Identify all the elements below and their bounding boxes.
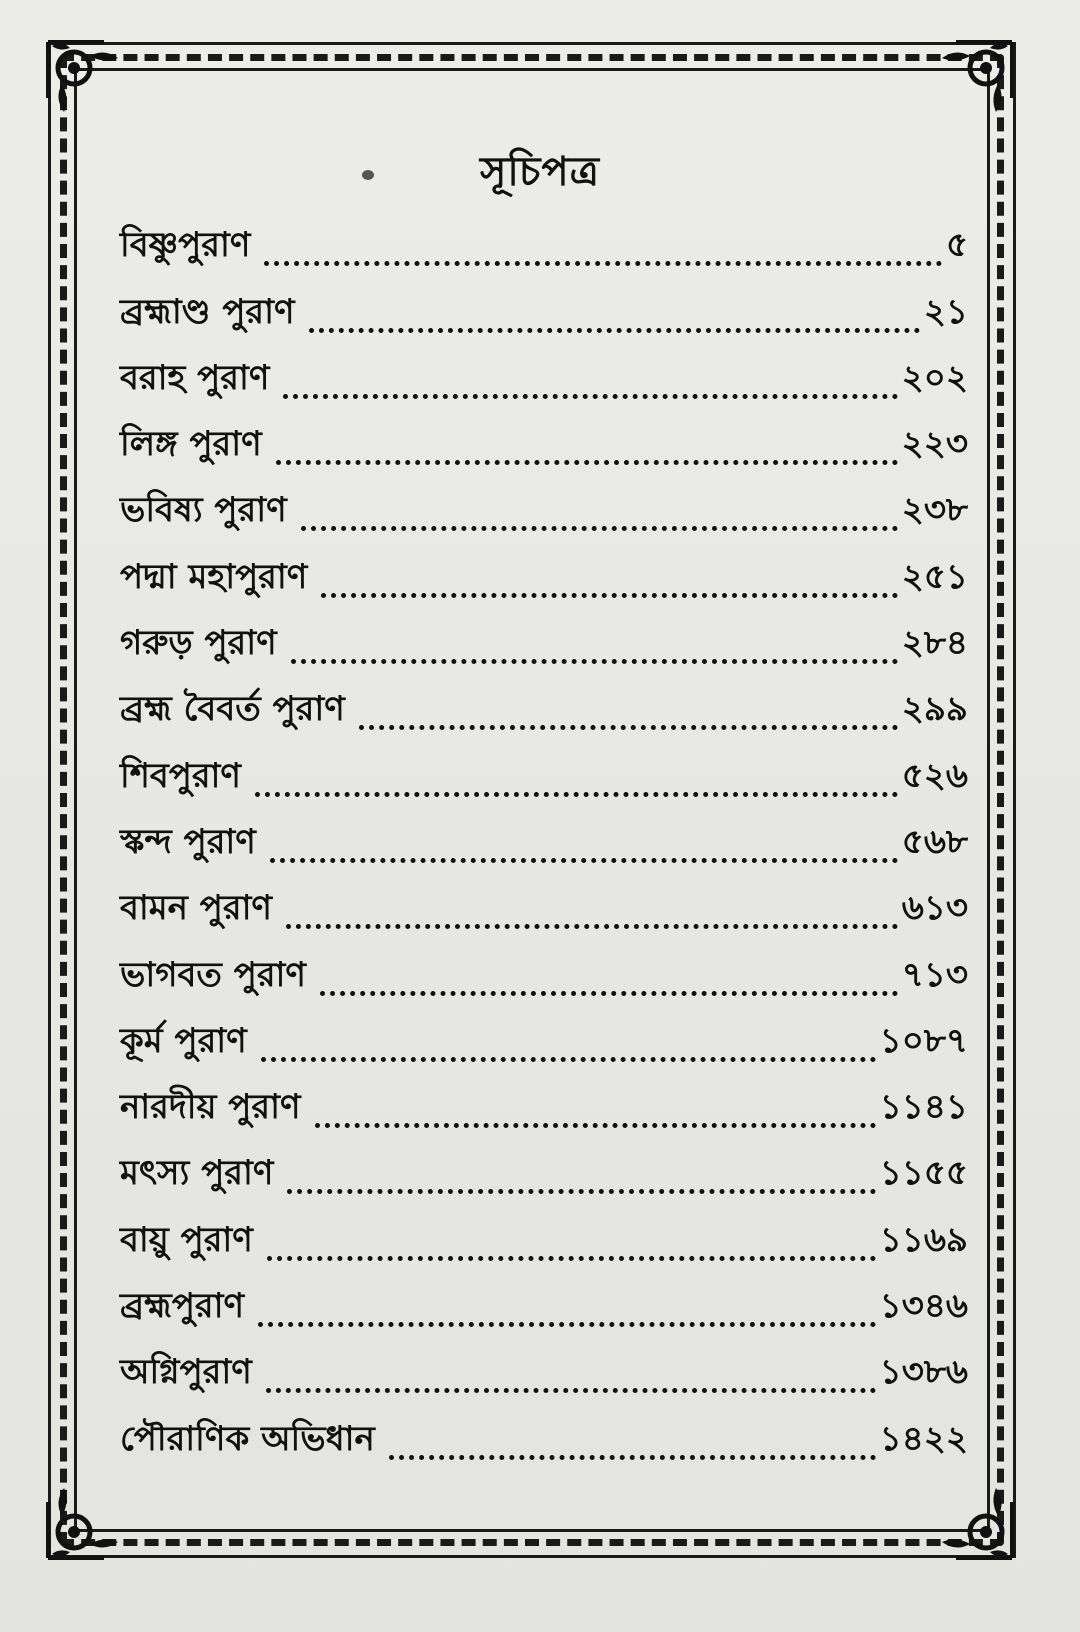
toc-entry <box>120 343 968 409</box>
corner-ornament-icon <box>44 38 140 134</box>
toc-entry <box>120 873 968 939</box>
toc-entry-page-number: ২৫১ <box>901 556 968 597</box>
dot-leader <box>270 858 898 863</box>
toc-entry-page-number: ২০২ <box>901 357 968 398</box>
toc-entry <box>120 475 968 541</box>
toc-entry <box>120 1337 968 1403</box>
toc-entry-page-number: ২৩৮ <box>901 490 968 531</box>
toc-entry-title: শিবপুরাণ <box>120 755 241 796</box>
toc-entry-page-number: ১০৮৭ <box>879 1020 968 1061</box>
dot-leader <box>261 1057 876 1062</box>
dot-leader <box>389 1455 876 1460</box>
dot-leader <box>287 1189 875 1194</box>
dot-leader <box>320 991 898 996</box>
dot-leader <box>286 924 898 929</box>
toc-entry-title: লিঙ্গ পুরাণ <box>120 424 262 465</box>
table-of-contents <box>120 210 968 1470</box>
toc-entry-page-number: ১১৫৫ <box>879 1153 968 1194</box>
toc-entry-title: ভবিষ্য পুরাণ <box>120 490 287 531</box>
toc-entry-title: কূর্ম পুরাণ <box>120 1020 247 1061</box>
toc-entry-title: গরুড় পুরাণ <box>120 623 277 664</box>
toc-entry <box>120 409 968 475</box>
dot-leader <box>359 725 898 730</box>
dot-leader <box>267 1256 876 1261</box>
toc-entry <box>120 1403 968 1469</box>
dot-leader <box>309 328 920 333</box>
toc-entry-title: বামন পুরাণ <box>120 888 272 929</box>
toc-entry <box>120 1006 968 1072</box>
toc-entry-page-number: ১৩৮৬ <box>879 1352 968 1393</box>
toc-entry <box>120 1138 968 1204</box>
dot-leader <box>266 1388 876 1393</box>
toc-entry <box>120 740 968 806</box>
toc-entry <box>120 1204 968 1270</box>
dot-leader <box>255 792 898 797</box>
toc-entry-page-number: ২১ <box>923 291 968 332</box>
dot-leader <box>276 460 898 465</box>
dot-leader <box>291 659 898 664</box>
dot-leader <box>315 1123 876 1128</box>
toc-entry <box>120 1072 968 1138</box>
toc-entry-page-number: ১১৪১ <box>879 1087 968 1128</box>
toc-entry-page-number: ৭১৩ <box>901 954 968 995</box>
toc-entry-page-number: ৫২৬ <box>901 755 968 796</box>
toc-entry-title: পৌরাণিক অভিধান <box>120 1418 375 1459</box>
toc-entry-page-number: ২৮৪ <box>901 623 968 664</box>
toc-entry <box>120 210 968 276</box>
toc-entry-title: নারদীয় পুরাণ <box>120 1087 301 1128</box>
toc-entry <box>120 807 968 873</box>
page-title: সূচিপত্র <box>480 149 600 195</box>
toc-entry-title: ব্রহ্মাণ্ড পুরাণ <box>120 291 295 332</box>
toc-entry-page-number: ১৩৪৬ <box>879 1286 968 1327</box>
toc-entry-title: অগ্নিপুরাণ <box>120 1352 252 1393</box>
toc-entry <box>120 276 968 342</box>
corner-ornament-icon <box>44 1466 140 1562</box>
toc-entry-page-number: ২২৩ <box>901 424 968 465</box>
toc-entry-title: ভাগবত পুরাণ <box>120 954 306 995</box>
toc-entry-page-number: ২৯৯ <box>901 689 968 730</box>
dot-leader <box>258 1322 876 1327</box>
dot-leader <box>264 261 942 266</box>
dot-leader <box>283 394 897 399</box>
toc-entry-title: বায়ু পুরাণ <box>120 1219 253 1260</box>
dot-leader <box>301 526 898 531</box>
dot-leader <box>321 593 897 598</box>
corner-ornament-icon <box>920 1466 1016 1562</box>
corner-ornament-icon <box>920 38 1016 134</box>
toc-entry-title: ব্রহ্মপুরাণ <box>120 1286 245 1327</box>
toc-entry <box>120 608 968 674</box>
toc-entry <box>120 674 968 740</box>
toc-entry-page-number: ১১৬৯ <box>879 1219 968 1260</box>
toc-entry <box>120 541 968 607</box>
toc-entry <box>120 939 968 1005</box>
toc-entry-page-number: ৫৬৮ <box>901 821 968 862</box>
toc-entry-page-number: ৫ <box>945 225 968 266</box>
toc-entry-title: স্কন্দ পুরাণ <box>120 821 256 862</box>
toc-entry-page-number: ৬১৩ <box>901 888 968 929</box>
toc-entry <box>120 1271 968 1337</box>
toc-entry-page-number: ১৪২২ <box>879 1418 968 1459</box>
toc-entry-title: বিষ্ণুপুরাণ <box>120 225 251 266</box>
toc-entry-title: ব্রহ্ম বৈবর্ত পুরাণ <box>120 689 345 730</box>
toc-entry-title: পদ্মা মহাপুরাণ <box>120 556 308 597</box>
toc-entry-title: বরাহ পুরাণ <box>120 357 270 398</box>
toc-entry-title: মৎস্য পুরাণ <box>120 1153 274 1194</box>
